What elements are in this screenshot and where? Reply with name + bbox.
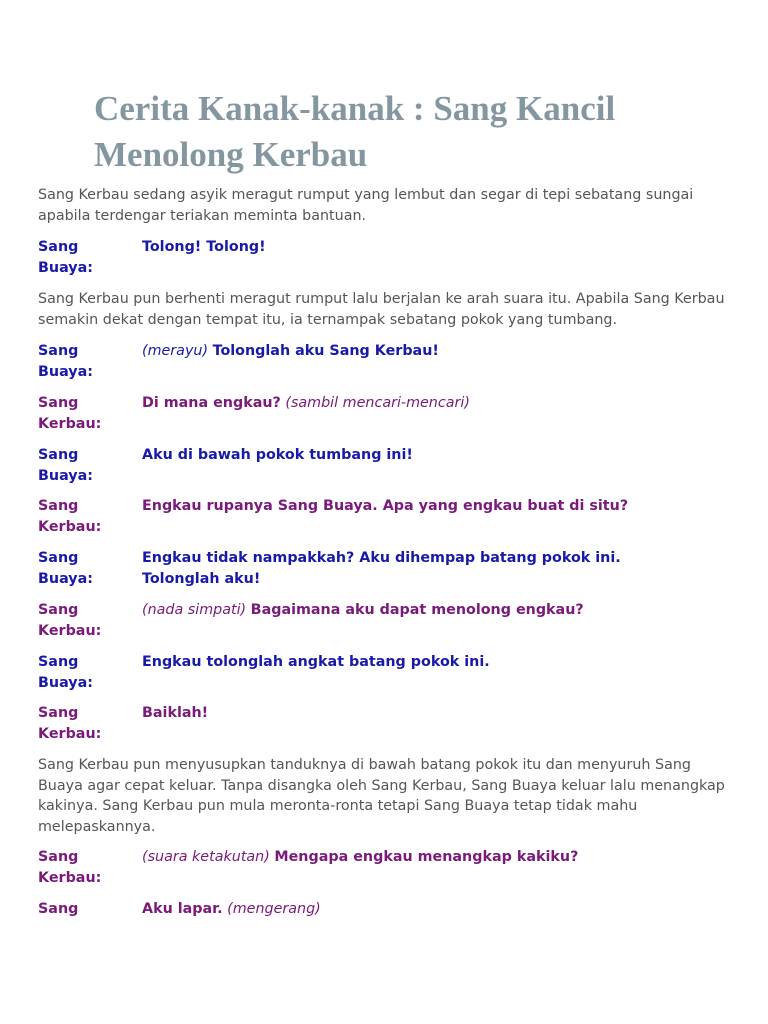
story-title: Cerita Kanak-kanak : Sang Kancil Menolong Kerbau	[94, 89, 616, 174]
narration-paragraph: Sang Kerbau pun menyusupkan tanduknya di bawah batang pokok itu dan menyuruh Sang Buaya agar cepat keluar. Tanpa disangka oleh Sang Kerbau, Sang Buaya keluar lalu menangkap kakinya. Sang Kerbau pun mula meronta-ronta tetapi Sang Buaya tetap tidak mahu melepaskannya.	[38, 757, 725, 836]
speaker-name: Sang Buaya:	[38, 239, 93, 276]
narration-paragraph: Sang Kerbau sedang asyik meragut rumput yang lembut dan segar di tepi sebatang sungai apabila terdengar teriakan meminta bantuan.	[38, 187, 694, 224]
speech-text: Aku di bawah pokok tumbang ini!	[142, 447, 413, 463]
speech-text: (nada simpati) Bagaimana aku dapat menolong engkau?	[142, 602, 584, 618]
speaker-name: Sang Kerbau:	[38, 395, 102, 432]
speech-text: (suara ketakutan) Mengapa engkau menangkap kakiku?	[142, 849, 579, 865]
speech-text: Baiklah!	[142, 705, 209, 721]
speech-text: Engkau tolonglah angkat batang pokok ini.	[142, 654, 490, 670]
speaker-name: Sang	[38, 901, 79, 917]
speech-text: Di mana engkau? (sambil mencari-mencari)	[142, 395, 470, 411]
speaker-name: Sang Kerbau:	[38, 849, 102, 886]
speaker-name: Sang Buaya:	[38, 654, 93, 691]
speech-text: Aku lapar. (mengerang)	[142, 901, 321, 917]
speech-text: (merayu) Tolonglah aku Sang Kerbau!	[142, 343, 439, 359]
speaker-name: Sang Kerbau:	[38, 705, 102, 742]
speaker-name: Sang Kerbau:	[38, 498, 102, 535]
speaker-name: Sang Buaya:	[38, 550, 93, 587]
speech-text: Tolong! Tolong!	[142, 239, 266, 255]
speaker-name: Sang Kerbau:	[38, 602, 102, 639]
speaker-name: Sang Buaya:	[38, 447, 93, 484]
narration-paragraph: Sang Kerbau pun berhenti meragut rumput lalu berjalan ke arah suara itu. Apabila Sang Kerbau semakin dekat dengan tempat itu, ia ternampak sebatang pokok yang tumbang.	[38, 291, 725, 328]
speech-text: Engkau tidak nampakkah? Aku dihempap batang pokok ini. Tolonglah aku!	[142, 550, 621, 587]
speaker-name: Sang Buaya:	[38, 343, 93, 380]
speech-text: Engkau rupanya Sang Buaya. Apa yang engkau buat di situ?	[142, 498, 629, 514]
